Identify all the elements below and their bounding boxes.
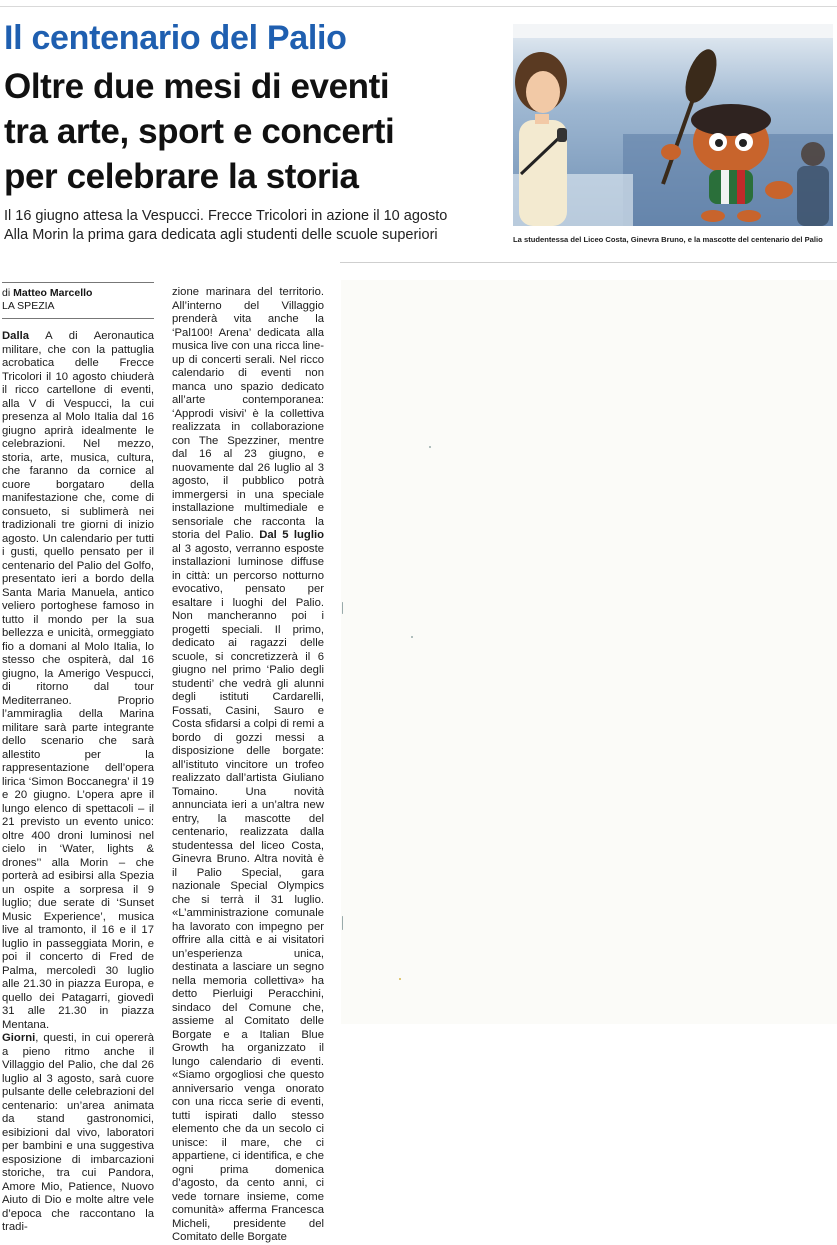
paragraph-lead: Giorni xyxy=(2,1032,36,1044)
photo-caption: La studentessa del Liceo Costa, Ginevra Bruno, e la mascotte del centenario del Palio xyxy=(513,235,823,244)
byline xyxy=(2,282,154,319)
subheadline-line: Il 16 giugno attesa la Vespucci. Frecce Tricolori in azione il 10 agosto xyxy=(4,208,448,224)
headline-line: per celebrare la storia xyxy=(4,157,359,196)
paragraph-text: al 3 agosto, verranno esposte installazioni luminose diffuse in città: un percorso notturno evocativo, pensato per esaltare i luoghi del Palio. Non mancheranno poi i progetti speciali. Il primo, dedicato ai ragazzi delle scuole, si concretizzerà il 6 giugno nel primo ‘Palio degli studenti’ che vedrà gli alunni degli istituti Cardarelli, Fossati, Casini, Sauro e Costa sfidarsi a colpi di remi a bordo di gozzi messi a disposizione delle borgate: all’istituto vincitore un trofeo realizzato dall’artista Giuliano Tomaino. Una novità annunciata ieri a un’altra new entry, la mascotte del centenario, realizzata dalla studentessa del liceo Costa, Ginevra Bruno. Altra novità è il Palio Special, gara nazionale Special Olympics che si terrà il 31 luglio. «L’amministrazione comunale ha lavorato con impegno per offrire alla città e ai visitatori un’esperienza unica, destinata a lasciare un segno nella memoria collettiva» ha detto Pierluigi Peracchini, sindaco del Comune che, assieme al Comitato delle Borgate e a Italian Blue Growth ha organizzato il lungo calendario di eventi. «Siamo orgogliosi che questo anniversario venga onorato con una ricca serie di eventi, tutti ispirati dallo stesso elemento che da un secolo ci unisce: il mare, che ci appartiene, ci identifica, e che ogni prima domenica d’agosto, da cento anni, ci vede tornare insieme, come comunità» afferma Francesca Micheli, presidente del Comitato delle Borgate xyxy=(172,542,324,1243)
headline-line: Oltre due mesi di eventi xyxy=(4,67,390,106)
subheadline-line: Alla Morin la prima gara dedicata agli studenti delle scuole superiori xyxy=(4,227,438,243)
kicker-title: Il centenario del Palio xyxy=(4,19,347,57)
subheadline xyxy=(4,207,464,245)
top-rule xyxy=(0,6,837,7)
scan-speck xyxy=(342,916,343,930)
paragraph-text: A di Aeronautica militare, che con la pattuglia acrobatica delle Frecce Tricolori il 10 agosto chiuderà il ricco cartellone di eventi, alla V di Vespucci, la cui presenza al Molo Italia dal 16 giugno aprirà idealmente le celebrazioni. Nel mezzo, storia, arte, musica, cultura, che faranno da cornice al cuore borgataro della manifestazione che, come di consueto, si sublimerà nei tradizionali tre giorni di inizio agosto. Un calendario per tutti i gusti, quello pensato per il centenario del Palio del Golfo, presentato ieri a bordo della Santa Maria Manuela, antico veliero portoghese famoso in tutto il mondo per la sua bellezza e unicità, ormeggiato fio a domani al Molo Italia, lo stesso che ospiterà, dal 16 giugno, la Amerigo Vespucci, di ritorno dal tour Mediterraneo. Proprio l’ammiraglia della Marina militare sarà parte integrante dello scenario che sarà allestito per la rappresentazione dell’opera lirica ‘Simon Boccanegra’ il 19 e 20 giugno. L’opera apre il lungo elenco di spettacoli – il 21 previsto un evento unico: oltre 400 droni luminosi nel cielo in ‘Water, lights & drones’’ alla Morin – che porterà ad esibirsi alla Spezia un ospite a sorpresa il 9 luglio; due serate di ‘Sunset Music Experience’, musica live al tramonto, il 16 e il 17 luglio in passeggiata Morin, e poi il concerto di Fred de Palma, mercoledì 30 luglio alle 21.30 in piazza Europa, e quello dei Patagarri, giovedì 31 alle 21.30 in piazza Mentana. xyxy=(2,330,154,1031)
article-column-2 xyxy=(172,286,325,1243)
headline-line: tra arte, sport e concerti xyxy=(4,112,395,151)
paragraph-lead: Dal 5 luglio xyxy=(259,529,325,541)
article-column-1 xyxy=(2,330,154,1233)
scan-speck xyxy=(411,636,413,638)
byline-author-line xyxy=(2,287,154,300)
byline-location: LA SPEZIA xyxy=(2,300,55,312)
byline-prefix: di xyxy=(2,287,11,299)
section-rule xyxy=(340,262,837,263)
paragraph-lead: Dalla xyxy=(2,330,30,342)
photo-illustration xyxy=(513,24,833,226)
paragraph xyxy=(2,1032,154,1235)
scan-speck xyxy=(399,978,401,980)
paragraph xyxy=(2,330,154,1032)
byline-rule xyxy=(2,318,154,319)
blank-area xyxy=(341,280,837,1024)
author-name: Matteo Marcello xyxy=(13,287,93,299)
paragraph-text: zione marinara del territorio. All’interno del Villaggio prenderà vita anche la ‘Pal100! Arena’ dedicata alla musica live con una ricca line-up di concerti serali. Nel ricco calendario di eventi non manca uno spazio dedicato all’arte contemporanea: ‘Approdi visivi’ è la collettiva realizzata in collaborazione con The Spezziner, mentre dal 16 al 23 giugno, e nuovamente dal 26 luglio al 3 agosto, il pubblico potrà immergersi in una speciale installazione multimediale e sensoriale che racconta la storia del Palio. xyxy=(172,286,324,541)
byline-rule xyxy=(2,282,154,283)
headline xyxy=(4,64,454,199)
article-photo xyxy=(513,24,833,226)
paragraph-text: , questi, in cui opererà a pieno ritmo anche il Villaggio del Palio, che dal 26 luglio al 3 agosto, sarà cuore pulsante delle celebrazioni del centenario: un’area animata da stand gastronomici, esibizioni dal vivo, laboratori per bambini e una suggestiva esposizione di imbarcazioni storiche, tra cui Pandora, Amore Mio, Patience, Nuovo Aiuto di Dio e molte altre vele d’epoca che raccontano la tradi- xyxy=(2,1032,154,1233)
paragraph xyxy=(172,286,324,1245)
scan-speck xyxy=(342,602,343,614)
scan-speck xyxy=(429,446,431,448)
